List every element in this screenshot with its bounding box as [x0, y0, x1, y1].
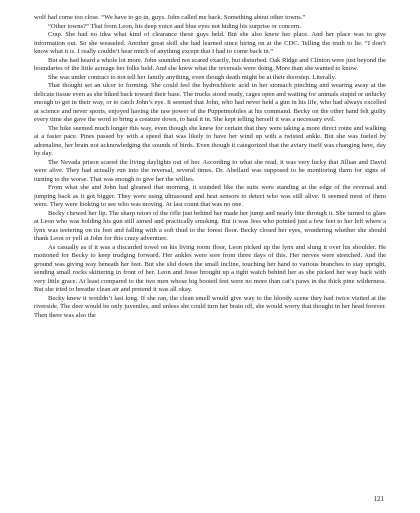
paragraph: As casually as if it was a discarded towel on his living room floor, Leon picked up the lynx and slung it over his shoulder. He motioned for Becky to keep trudging forward. Her ankles were sore from three days of this. Her nerves were stretched. And the ground was giving way beneath her feet. But she slid down the small incline, touching her hand to various branches to stay upright, sending small rocks skittering in front of her. Leon and Jesse brought up a tight watch behind her as she picked her way back with very little grace. At least compared to the two men whose big booted feet were no more than cat’s paws in the thick pine wilderness. But she tried to breathe clean air and pretend it was all okay. — [34, 243, 386, 293]
paragraph: But she had heard a whole lot more. John sounded not scared exactly, but disturbed. Oak Ridge and Clinton were just beyond the boundaries of the little acreage her folks held. And she knew what the reversals were doing. More than she wanted to know. — [34, 56, 386, 72]
paragraph: That thought set an ulcer to forming. She could feel the hydrochloric acid in her stomach pinching and wearing away at the delicate tissue even as she hiked back toward their base. The trucks stood ready, cages open and waiting for animals stupid or unlucky enough to get in their way, or to catch John’s eye. It seemed that John, who had never held a gun in his life, who had always excelled at science and never sports, enjoyed having the raw power of the Puppetmobiles at his command. Becky on the other hand felt guilty every time she gave the word to bring a creature down, to haul it in. She kept telling herself it was a necessary evil. — [34, 82, 386, 123]
paragraph: wolf had come too close. “We have to go in, guys. John called me back. Something about other towns.” — [34, 14, 306, 21]
page-number: 121 — [373, 494, 384, 503]
paragraph: Becky knew it wouldn’t last long. If she ran, the clean smell would give way to the bloody scene they had twice visited at the riverside. The deer would be only juveniles, and unless she could turn her brain off, she would worry that thought in her head forever. Then there was also the — [34, 294, 386, 319]
paragraph: “Other towns?” That from Leon, his deep voice and blue eyes not hiding his surprise or concern. — [48, 22, 301, 30]
paragraph: She was under contract to not tell her family anything, even though death might be at their doorstep. Literally. — [48, 73, 337, 81]
paragraph: Becky chewed her lip. The sharp retort of the rifle just behind her made her jump and nearly bite through it. She turned to glare at Leon who was holding his gun still aimed and practically smoking. But it was Jess who pointed just a few feet to her left where a lynx was teetering on its feet and falling with a soft thud to the forest floor. Becky closed her eyes, wondering whether she should thank Leon or yell at John for this crazy adventure. — [34, 209, 386, 242]
paragraph: The Nevada prison scared the living daylights out of her. According to what she read, it was very lucky that Jillian and David were alive. They had actually run into the reversal, several times. Dr. Abellard was supposed to be monitoring them for signs of turning to the worse. That was enough to give her the willies. — [34, 158, 386, 183]
paragraph: The hike seemed much longer this way, even though she knew for certain that they were taking a more direct route and walking at a faster pace. Pines passed by with a speed that was likely to have her wind up with a twisted ankle. But she was fueled by adrenaline, her brain not acknowledging the sounds of birds. Even though it categorized that the aviary itself was changing here, day by day. — [34, 124, 386, 157]
paragraph: From what she and John had gleaned that morning, it sounded like the suits were standing at the edge of the reversal and jumping back as it got bigger. They were using ultrasound and heat sensors to detect who was still alive. It seemed most of them were. They were looking to see who was moving. At last count that was no one. — [34, 184, 386, 208]
paragraph: Crap. She had no idea what kind of clearance these guys held. But she also knew her place. And her place was to give information out. So she weaseled. Another great skill she had learned since hiring on at the CDC. Telling the truth to lie. “I don’t know what it is. I really couldn’t hear much of anything except that I had to come back in.” — [34, 31, 386, 55]
